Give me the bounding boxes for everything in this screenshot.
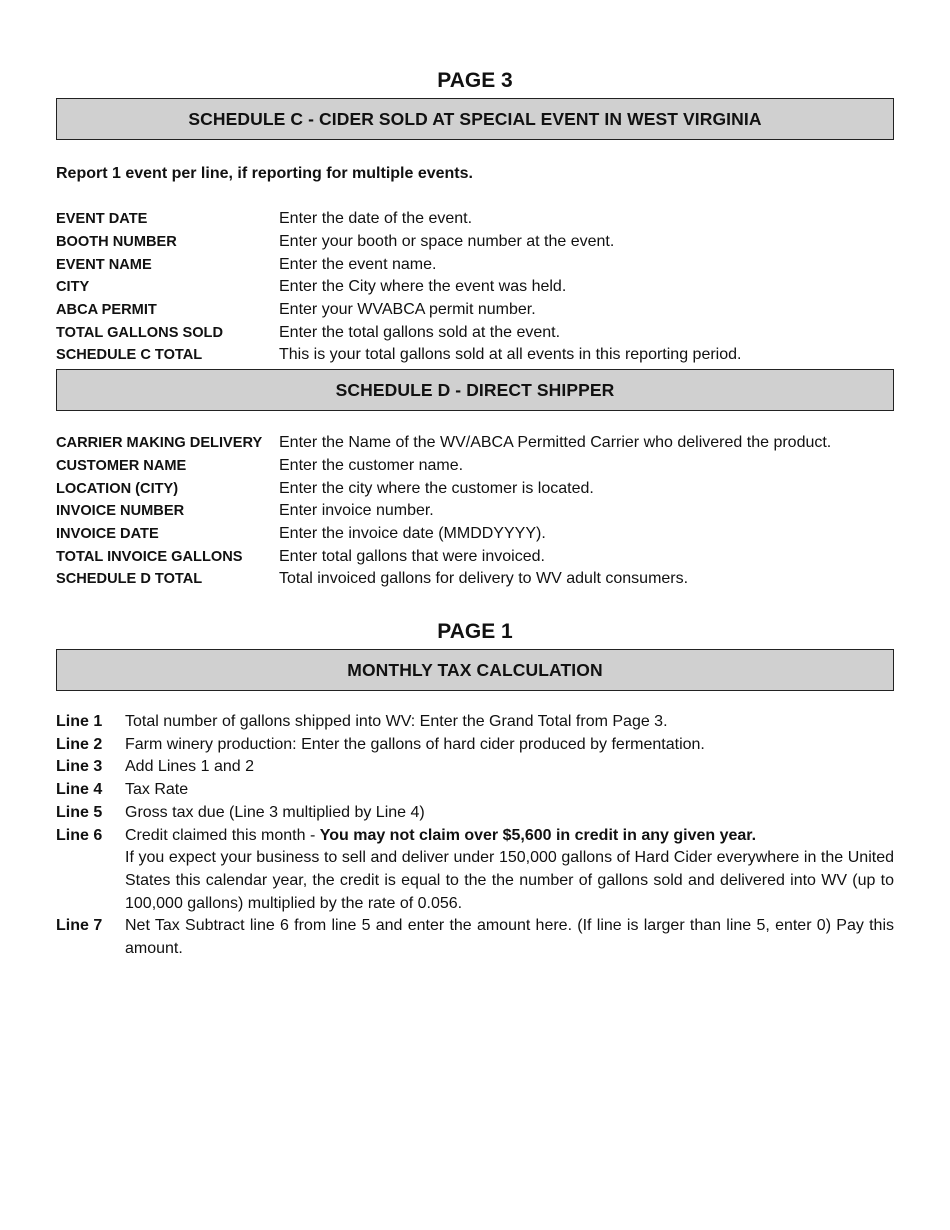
- line-item: [56, 825, 894, 916]
- line-label: Line 2: [56, 735, 103, 753]
- definition-row: [56, 208, 892, 231]
- definition-text: This is your total gallons sold at all events in this reporting period.: [279, 346, 742, 364]
- definition-row: [56, 568, 892, 591]
- definition-text: Enter your booth or space number at the event.: [279, 233, 615, 251]
- schedule-c-title-box: [56, 98, 894, 140]
- schedule-c-title: SCHEDULE C - CIDER SOLD AT SPECIAL EVENT IN WEST VIRGINIA: [188, 108, 762, 129]
- definition-text: Enter invoice number.: [279, 502, 434, 520]
- definition-term: TOTAL GALLONS SOLD: [56, 324, 224, 341]
- definition-term: SCHEDULE C TOTAL: [56, 347, 203, 364]
- definition-term: EVENT DATE: [56, 211, 148, 228]
- definition-row: [56, 299, 892, 322]
- definition-text: Enter the city where the customer is located.: [279, 479, 594, 497]
- schedule-c-definitions: [56, 208, 892, 367]
- schedule-d-title: SCHEDULE D - DIRECT SHIPPER: [335, 379, 615, 400]
- line-6-text: [125, 825, 894, 916]
- line-item: [56, 915, 894, 960]
- definition-text: Enter the City where the event was held.: [279, 278, 567, 296]
- definition-text: Enter your WVABCA permit number.: [279, 301, 536, 319]
- line-text: Farm winery production: Enter the gallons of hard cider produced by fermentation.: [125, 735, 705, 753]
- definition-term: LOCATION (CITY): [56, 480, 179, 497]
- line-label: Line 4: [56, 781, 103, 799]
- definition-term: ABCA PERMIT: [56, 302, 157, 319]
- definition-term: INVOICE DATE: [56, 526, 159, 543]
- definition-term: CARRIER MAKING DELIVERY: [56, 435, 263, 452]
- definition-row: [56, 500, 892, 523]
- definition-text: Enter the customer name.: [279, 457, 464, 475]
- definition-term: CUSTOMER NAME: [56, 458, 187, 475]
- line-text: Total number of gallons shipped into WV: Enter the Grand Total from Page 3.: [125, 713, 668, 730]
- line-text: Gross tax due (Line 3 multiplied by Line 4): [125, 803, 425, 821]
- definition-term: EVENT NAME: [56, 256, 152, 273]
- definition-row: [56, 523, 892, 546]
- line-item: [56, 802, 894, 825]
- definition-text: Enter the event name.: [279, 255, 437, 273]
- monthly-tax-title-box: [56, 649, 894, 691]
- definition-text: Enter the total gallons sold at the event.: [279, 323, 561, 341]
- schedule-c-intro: Report 1 event per line, if reporting for multiple events.: [56, 165, 473, 182]
- definition-text: Enter total gallons that were invoiced.: [279, 547, 545, 565]
- line-item: [56, 756, 894, 779]
- definition-term: CITY: [56, 279, 90, 296]
- line-label: Line 6: [56, 826, 103, 844]
- definition-term: BOOTH NUMBER: [56, 234, 177, 251]
- definition-term: SCHEDULE D TOTAL: [56, 571, 203, 588]
- line-item: [56, 734, 894, 757]
- definition-text: Enter the Name of the WV/ABCA Permitted Carrier who delivered the product.: [279, 434, 832, 452]
- line-label: Line 1: [56, 713, 103, 730]
- page-1-heading: PAGE 1: [437, 620, 513, 643]
- line-text: Add Lines 1 and 2: [125, 758, 254, 776]
- definition-row: [56, 477, 892, 500]
- line-label: Line 5: [56, 803, 103, 821]
- definition-row: [56, 253, 892, 276]
- line-label: Line 3: [56, 758, 103, 776]
- definition-row: [56, 321, 892, 344]
- tax-calculation-lines: [56, 711, 894, 961]
- monthly-tax-title: MONTHLY TAX CALCULATION: [347, 659, 603, 680]
- schedule-d-definitions: [56, 432, 892, 591]
- schedule-d-title-box: [56, 369, 894, 411]
- line-text: Net Tax Subtract line 6 from line 5 and enter the amount here. (If line is larger than line 5, enter 0) Pay this amount.: [125, 917, 894, 958]
- definition-text: Enter the date of the event.: [279, 210, 473, 228]
- definition-text: Enter the invoice date (MMDDYYYY).: [279, 525, 546, 543]
- page-3-heading: PAGE 3: [437, 69, 513, 92]
- line-item: [56, 779, 894, 802]
- definition-row: [56, 231, 892, 254]
- line-label: Line 7: [56, 917, 103, 935]
- definition-row: [56, 276, 892, 299]
- definition-row: [56, 432, 892, 455]
- definition-row: [56, 545, 892, 568]
- line-text: Tax Rate: [125, 781, 189, 799]
- definition-term: INVOICE NUMBER: [56, 503, 185, 520]
- line-6-intro: Credit claimed this month -: [125, 826, 320, 844]
- line-item: [56, 711, 894, 734]
- definition-text: Total invoiced gallons for delivery to WV adult consumers.: [279, 570, 689, 588]
- line-6-credit-limit: You may not claim over $5,600 in credit in any given year.: [319, 826, 757, 844]
- line-6-credit-explanation: If you expect your business to sell and deliver under 150,000 gallons of Hard Cider everywhere in the United States this calendar year, the credit is equal to the the number of gallons sold and delivered into WV (up to 100,000 gallons) multiplied by the rate of 0.056.: [125, 849, 894, 912]
- definition-term: TOTAL INVOICE GALLONS: [56, 548, 243, 565]
- definition-row: [56, 455, 892, 478]
- definition-row: [56, 344, 892, 367]
